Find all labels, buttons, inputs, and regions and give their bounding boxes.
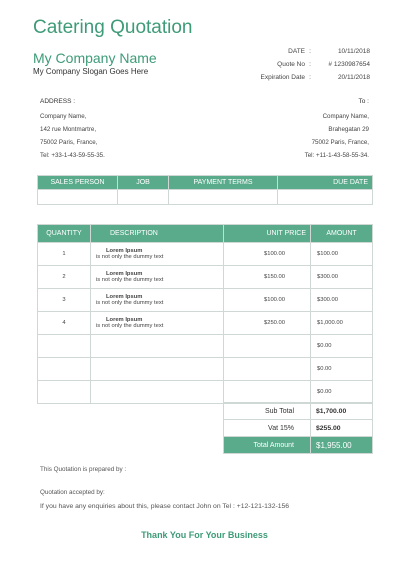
description-cell[interactable] <box>91 381 224 404</box>
sales-table-row <box>38 190 373 205</box>
description-subtitle: is not only the dummy text <box>96 277 164 283</box>
address-from <box>40 95 105 162</box>
meta-expiration-label: Expiration Date <box>260 74 305 81</box>
total-label: Total Amount <box>224 437 311 454</box>
address-from-heading: ADDRESS : <box>40 98 76 105</box>
unit-price-cell[interactable] <box>224 381 311 404</box>
description-subtitle: is not only the dummy text <box>96 300 164 306</box>
address-line: 142 rue Montmartre, <box>40 126 97 133</box>
sales-person-header: SALES PERSON <box>38 176 118 190</box>
due-date-header: DUE DATE <box>278 176 373 190</box>
amount-cell[interactable]: $0.00 <box>311 381 373 404</box>
quantity-header: QUANTITY <box>38 225 91 243</box>
amount-cell[interactable]: $0.00 <box>311 358 373 381</box>
meta-separator: : <box>309 48 311 55</box>
job-header: JOB <box>118 176 169 190</box>
unit-price-cell[interactable]: $250.00 <box>224 312 311 335</box>
description-cell[interactable] <box>91 335 224 358</box>
quantity-cell[interactable]: 4 <box>38 312 91 335</box>
description-title: Lorem Ipsum <box>106 316 143 323</box>
meta-separator: : <box>309 61 311 68</box>
unit-price-cell[interactable]: $100.00 <box>224 289 311 312</box>
unit-price-cell[interactable] <box>224 358 311 381</box>
meta-quote-row <box>236 58 370 71</box>
subtotal-value: $1,700.00 <box>311 403 373 420</box>
description-subtitle: is not only the dummy text <box>96 254 164 260</box>
table-row <box>38 381 373 404</box>
quantity-cell[interactable]: 3 <box>38 289 91 312</box>
description-subtitle: is not only the dummy text <box>96 323 164 329</box>
enquiries-text: If you have any enquiries about this, please contact John on Tel : +12-121-132-156 <box>40 503 290 510</box>
address-to <box>305 95 369 162</box>
address-line: Tel: +33-1-43-59-55-35. <box>40 152 105 159</box>
address-line: Company Name, <box>322 113 369 120</box>
items-table <box>37 224 373 404</box>
meta-date-row <box>236 45 370 58</box>
address-line: 75002 Paris, France, <box>311 139 369 146</box>
meta-separator: : <box>309 74 311 81</box>
unit-price-cell[interactable]: $100.00 <box>224 243 311 266</box>
company-name: My Company Name <box>33 50 157 66</box>
amount-cell[interactable]: $300.00 <box>311 289 373 312</box>
amount-cell[interactable]: $1,000.00 <box>311 312 373 335</box>
meta-quote-label: Quote No <box>277 61 305 68</box>
address-line: Tel: +11-1-43-58-55-34. <box>304 152 369 159</box>
amount-cell[interactable]: $100.00 <box>311 243 373 266</box>
table-row <box>38 358 373 381</box>
quote-meta <box>236 45 370 84</box>
unit-price-cell[interactable]: $150.00 <box>224 266 311 289</box>
meta-expiration-value: 20/11/2018 <box>337 74 370 81</box>
description-title: Lorem Ipsum <box>106 293 143 300</box>
address-to-heading: To : <box>358 98 369 105</box>
unit-price-header: UNIT PRICE <box>224 225 311 243</box>
vat-row <box>224 420 373 437</box>
accepted-by: Quotation accepted by: <box>40 489 105 496</box>
amount-cell[interactable]: $0.00 <box>311 335 373 358</box>
meta-date-label: DATE <box>288 48 305 55</box>
sales-table-header <box>38 176 373 190</box>
job-cell[interactable] <box>118 190 169 205</box>
company-slogan: My Company Slogan Goes Here <box>33 67 149 76</box>
sales-table <box>37 175 373 205</box>
quantity-cell[interactable] <box>38 381 91 404</box>
sales-person-cell[interactable] <box>38 190 118 205</box>
items-table-header <box>38 225 373 243</box>
meta-quote-value: # 1230987654 <box>328 61 370 68</box>
due-date-cell[interactable] <box>278 190 373 205</box>
description-title: Lorem Ipsum <box>106 270 143 277</box>
payment-terms-cell[interactable] <box>169 190 278 205</box>
totals-table <box>223 402 373 454</box>
vat-label: Vat 15% <box>224 420 311 437</box>
address-line: Company Name, <box>40 113 87 120</box>
vat-value: $255.00 <box>311 420 373 437</box>
quantity-cell[interactable] <box>38 358 91 381</box>
description-title: Lorem Ipsum <box>106 247 143 254</box>
quantity-cell[interactable] <box>38 335 91 358</box>
amount-header: AMOUNT <box>311 225 373 243</box>
table-row <box>38 335 373 358</box>
description-cell[interactable] <box>91 358 224 381</box>
address-line: Brahegatan 29 <box>328 126 369 133</box>
total-row <box>224 437 373 454</box>
page-title: Catering Quotation <box>33 17 193 38</box>
total-value: $1,955.00 <box>311 437 373 454</box>
description-cell[interactable] <box>91 312 224 335</box>
description-cell[interactable] <box>91 266 224 289</box>
table-row <box>38 266 373 289</box>
meta-expiration-row <box>236 71 370 84</box>
thank-you-text: Thank You For Your Business <box>141 530 268 540</box>
payment-terms-header: PAYMENT TERMS <box>169 176 278 190</box>
address-line: 75002 Paris, France, <box>40 139 98 146</box>
table-row <box>38 312 373 335</box>
prepared-by: This Quotation is prepared by : <box>40 466 127 473</box>
subtotal-row <box>224 403 373 420</box>
amount-cell[interactable]: $300.00 <box>311 266 373 289</box>
table-row <box>38 243 373 266</box>
description-header: DESCRIPTION <box>91 225 224 243</box>
subtotal-label: Sub Total <box>224 403 311 420</box>
quantity-cell[interactable]: 2 <box>38 266 91 289</box>
unit-price-cell[interactable] <box>224 335 311 358</box>
meta-date-value: 10/11/2018 <box>337 48 370 55</box>
quantity-cell[interactable]: 1 <box>38 243 91 266</box>
table-row <box>38 289 373 312</box>
description-cell[interactable] <box>91 289 224 312</box>
description-cell[interactable] <box>91 243 224 266</box>
